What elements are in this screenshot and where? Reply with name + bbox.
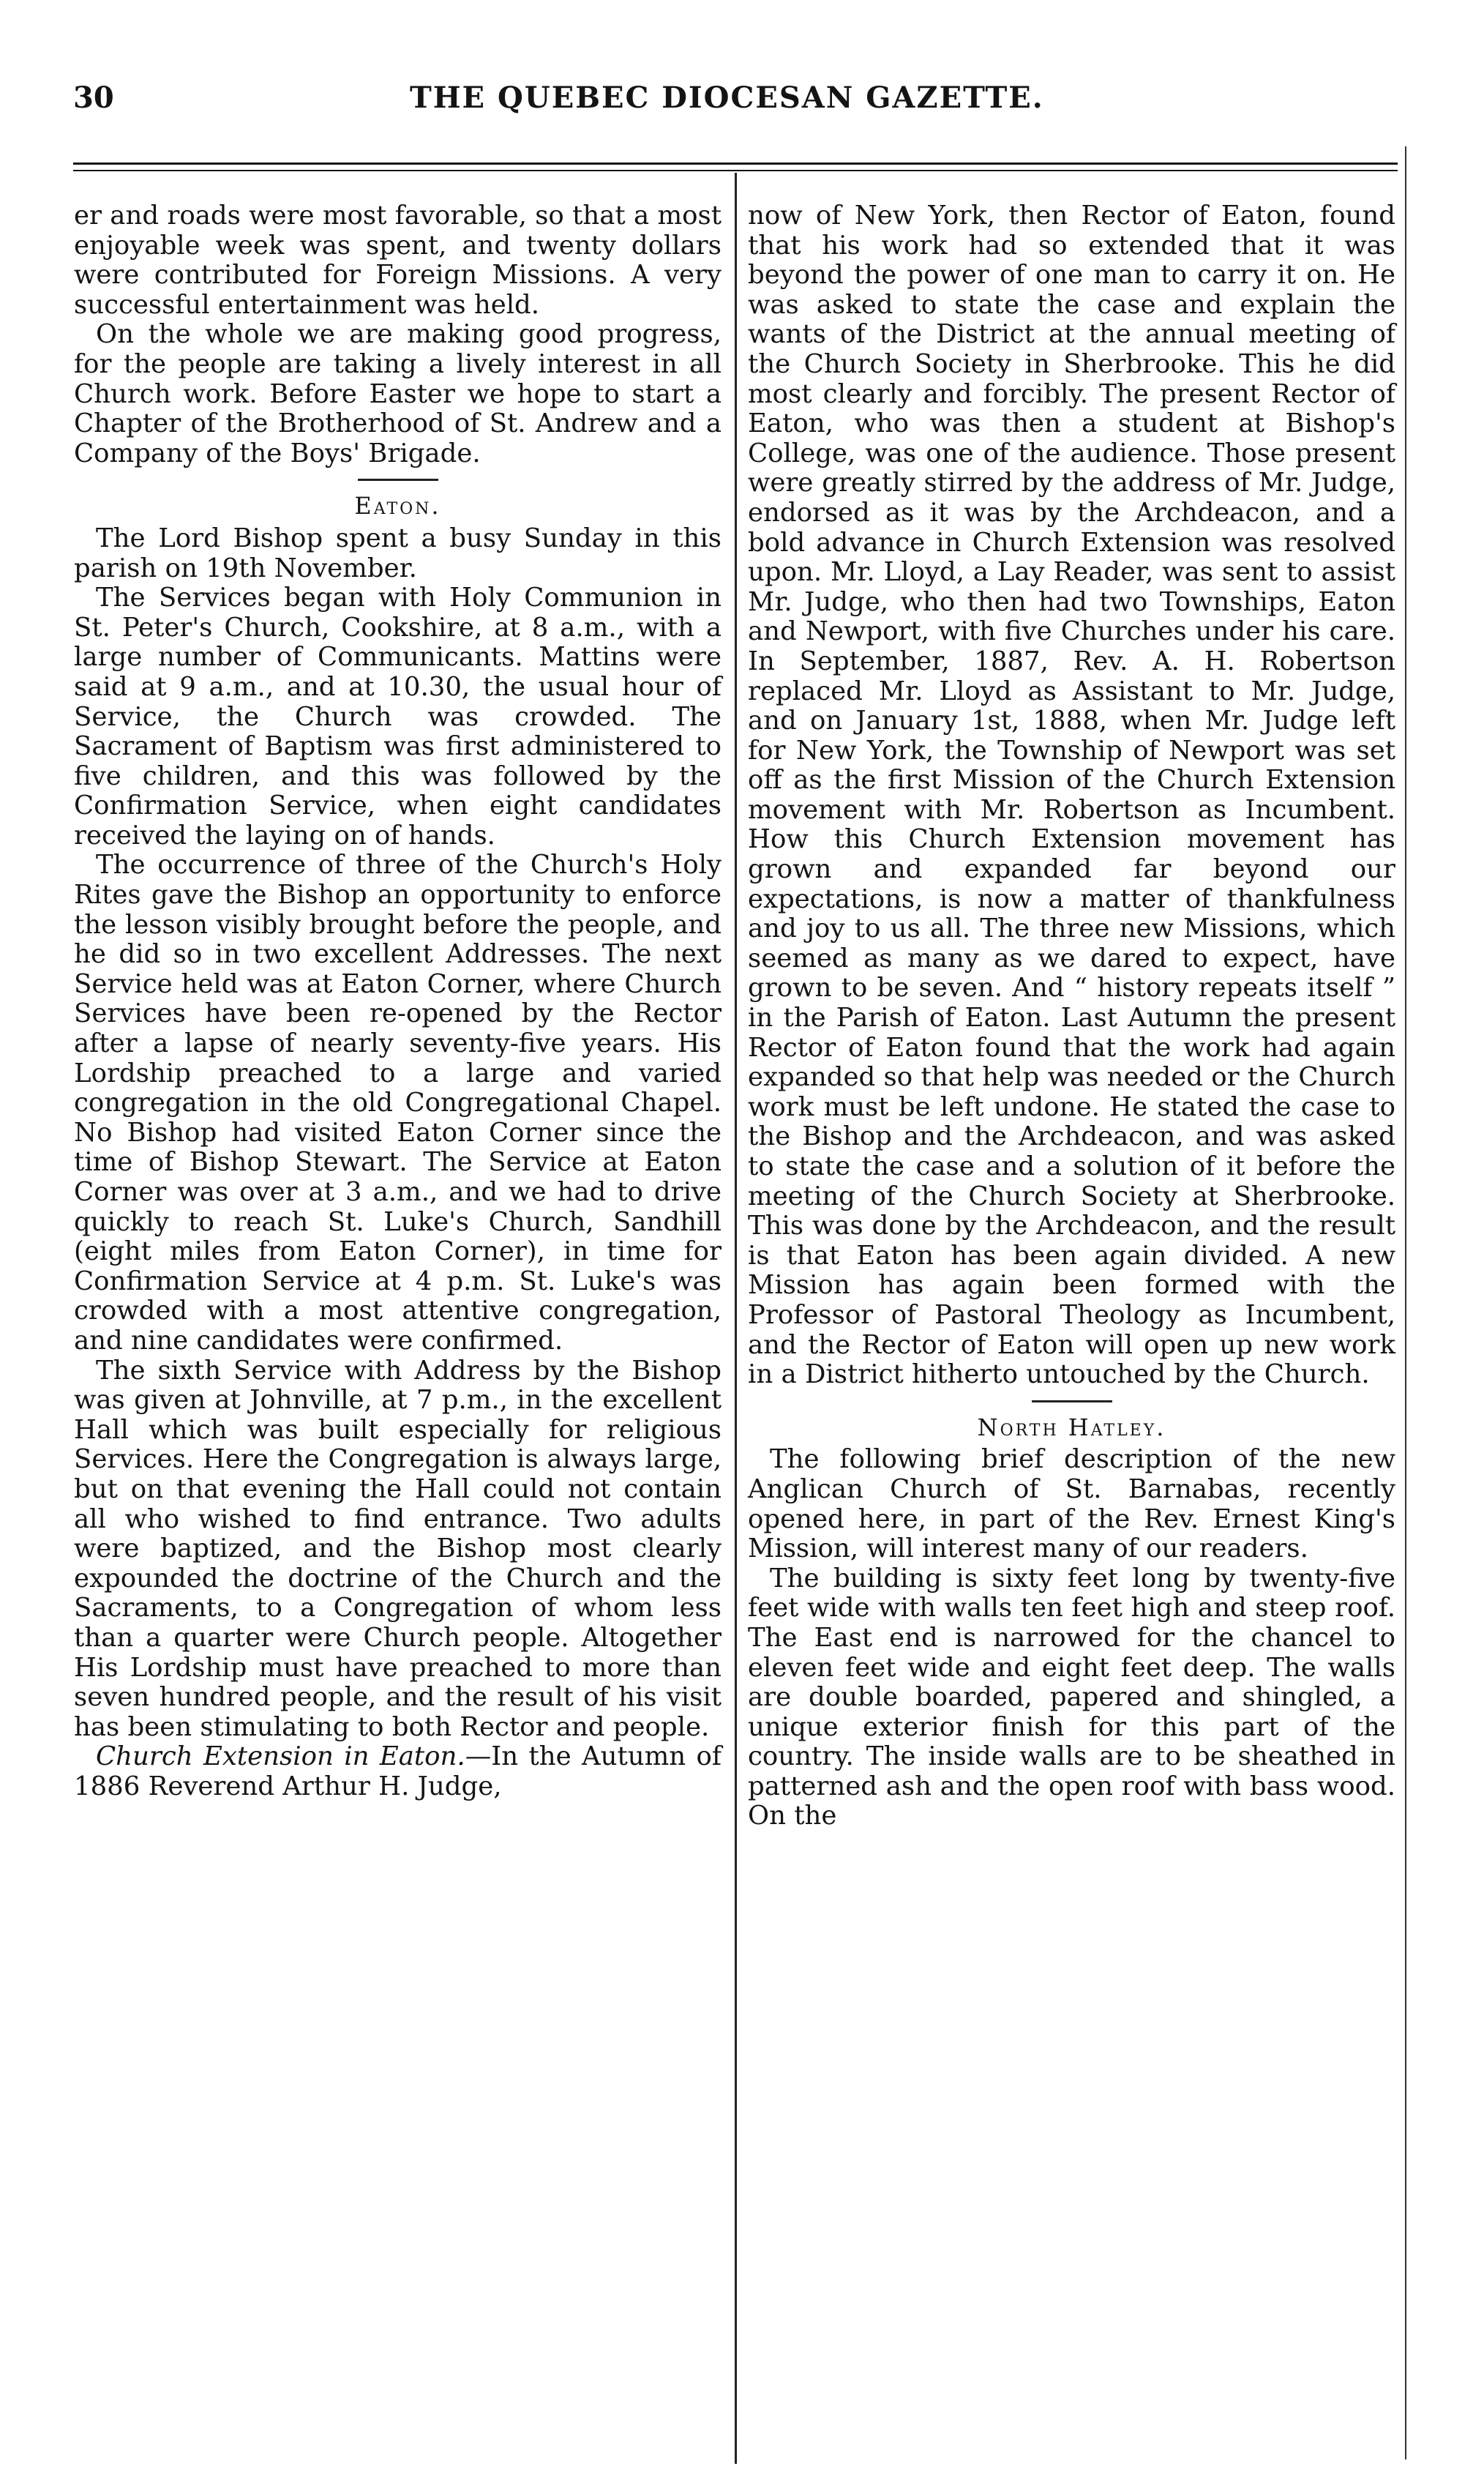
paragraph: The Lord Bishop spent a busy Sunday in this parish on 19th November. <box>74 523 722 583</box>
paragraph: The following brief description of the new Anglican Church of St. Barnabas, recently opened here, in part of the Rev. Ernest King's Mission, will interest many of our readers. <box>748 1444 1395 1564</box>
left-column <box>74 201 722 1801</box>
right-column <box>748 201 1395 1831</box>
paragraph: The Services began with Holy Communion in St. Peter's Church, Cookshire, at 8 a.m., with a large number of Communicants. Mattins were said at 9 a.m., and at 10.30, the usual hour of Service, the Church was crowded. The Sacrament of Baptism was first administered to five children, and this was followed by the Confirmation Service, when eight candidates received the laying on of hands. <box>74 583 722 851</box>
section-heading-north-hatley: North Hatley. <box>977 1413 1166 1441</box>
section-separator <box>358 479 438 481</box>
column-divider <box>735 173 737 2464</box>
section-heading-eaton: Eaton. <box>354 492 441 520</box>
paragraph: The sixth Service with Address by the Bishop was given at Johnville, at 7 p.m., in the excellent Hall which was built especially for religious Services. Here the Congregation is always large, but on that evening the Hall could not contain all who wished to find entrance. Two adults were baptized, and the Bishop most clearly expounded the doctrine of the Church and the Sacraments, to a Congregation of whom less than a quarter were Church people. Altogether His Lordship must have preached to more than seven hundred people, and the result of his visit has been stimulating to both Rector and people. <box>74 1355 722 1742</box>
page-edge-line <box>1405 146 1406 2459</box>
running-title: THE QUEBEC DIOCESAN GAZETTE. <box>410 81 1044 115</box>
paragraph-text: —In the Autumn of 1886 Reverend Arthur H. Judge, <box>74 1741 722 1801</box>
paragraph: er and roads were most favorable, so that a most enjoyable week was spent, and twenty dollars were contributed for Foreign Missions. A very successful entertainment was held. <box>74 201 722 320</box>
header-rule <box>73 162 1398 165</box>
paragraph: On the whole we are making good progress, for the people are taking a lively interest in all Church work. Before Easter we hope to start a Chapter of the Brotherhood of St. Andrew and a Company of the Boys' Brigade. <box>74 319 722 468</box>
paragraph-church-extension <box>74 1742 722 1801</box>
page-header <box>0 81 1405 132</box>
paragraph: now of New York, then Rector of Eaton, found that his work had so extended that it was beyond the power of one man to carry it on. He was asked to state the case and explain the wants of the District at the annual meeting of the Church Society in Sherbrooke. This he did most clearly and forcibly. The present Rector of Eaton, who was then a student at Bishop's College, was one of the audience. Those present were greatly stirred by the address of Mr. Judge, endorsed as it was by the Archdeacon, and a bold advance in Church Extension was resolved upon. Mr. Lloyd, a Lay Reader, was sent to assist Mr. Judge, who then had two Townships, Eaton and Newport, with five Churches under his care. In September, 1887, Rev. A. H. Robertson replaced Mr. Lloyd as Assistant to Mr. Judge, and on January 1st, 1888, when Mr. Judge left for New York, the Township of Newport was set off as the first Mission of the Church Extension movement with Mr. Robertson as Incumbent. How this Church Extension movement has grown and expanded far beyond our expectations, is now a matter of thankfulness and joy to us all. The three new Missions, which seemed as many as we dared to expect, have grown to be seven. And “ history repeats itself ” in the Parish of Eaton. Last Autumn the present Rector of Eaton found that the work had again expanded so that help was needed or the Church work must be left undone. He stated the case to the Bishop and the Archdeacon, and was asked to state the case and a solution of it before the meeting of the Church Society at Sherbrooke. This was done by the Archdeacon, and the result is that Eaton has been again divided. A new Mission has again been formed with the Professor of Pastoral Theology as Incumbent, and the Rector of Eaton will open up new work in a District hitherto untouched by the Church. <box>748 201 1395 1390</box>
page-number: 30 <box>73 81 114 115</box>
italic-subhead: Church Extension in Eaton. <box>96 1741 465 1772</box>
paragraph: The building is sixty feet long by twenty-five feet wide with walls ten feet high and steep roof. The East end is narrowed for the chancel to eleven feet wide and eight feet deep. The walls are double boarded, papered and shingled, a unique exterior finish for this part of the country. The inside walls are to be sheathed in patterned ash and the open roof with bass wood. On the <box>748 1563 1395 1831</box>
section-separator <box>1032 1400 1112 1402</box>
header-rule-double <box>73 170 1398 171</box>
paragraph: The occurrence of three of the Church's Holy Rites gave the Bishop an opportunity to enforce the lesson visibly brought before the people, and he did so in two excellent Addresses. The next Service held was at Eaton Corner, where Church Services have been re-opened by the Rector after a lapse of nearly seventy-five years. His Lordship preached to a large and varied congregation in the old Congregational Chapel. No Bishop had visited Eaton Corner since the time of Bishop Stewart. The Service at Eaton Corner was over at 3 a.m., and we had to drive quickly to reach St. Luke's Church, Sandhill (eight miles from Eaton Corner), in time for Confirmation Service at 4 p.m. St. Luke's was crowded with a most attentive congregation, and nine candidates were confirmed. <box>74 850 722 1356</box>
